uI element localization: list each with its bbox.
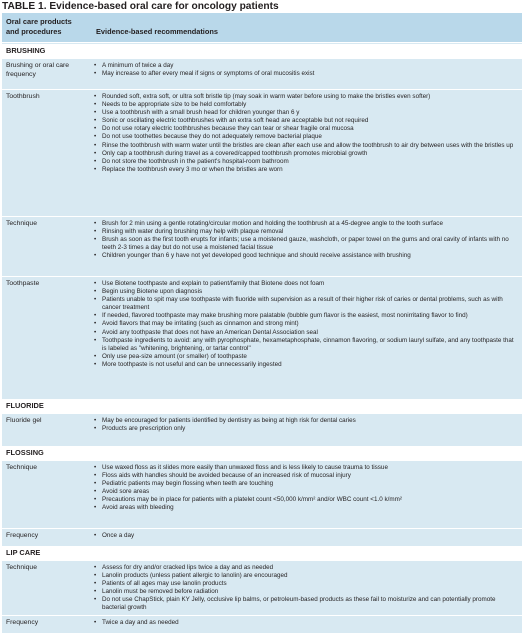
row-label: Frequency (6, 532, 39, 539)
recommendation-item: • May be encouraged for patients identified by dentistry as being at high risk for dental caries (94, 417, 519, 425)
recommendation-list (94, 220, 519, 260)
recommendation-item: • Do not use ChapStick, plain KY Jelly, occlusive lip balms, or petroleum-based products as these fail to moisturize and can potentially promote bacterial growth (94, 596, 519, 612)
oral-care-table (2, 13, 522, 633)
recommendation-item: • Toothpaste ingredients to avoid: any with pyrophosphate, hexametaphosphate, cinnamon flavoring, or sodium lauryl sulfate, and any toothpaste that is labeled as "whitening, brightening, or tartar control" (94, 337, 519, 353)
table-row (2, 528, 522, 546)
recommendation-list (94, 464, 519, 513)
recommendation-item: • Avoid areas with bleeding (94, 504, 519, 512)
header-col-recommendations: Evidence-based recommendations (96, 27, 218, 36)
recommendation-item: • Replace the toothbrush every 3 mo or when the bristles are worn (94, 166, 519, 174)
row-label: Technique (6, 220, 37, 227)
table-row (2, 615, 522, 633)
row-label: Toothbrush (6, 93, 40, 100)
row-label: Frequency (6, 619, 39, 626)
recommendation-item: • Precautions may be in place for patients with a platelet count <50,000 k/mm² and/or WBC count <1.0 k/mm² (94, 496, 519, 504)
recommendation-list (94, 532, 519, 540)
table-row (2, 560, 522, 615)
recommendation-item: • Once a day (94, 532, 519, 540)
recommendation-list (94, 280, 519, 369)
recommendation-item: • Twice a day and as needed (94, 619, 519, 627)
recommendation-item: • A minimum of twice a day (94, 62, 519, 70)
recommendation-item: • Rinse the toothbrush with warm water until the bristles are clean after each use and allow the toothbrush to air dry between uses with the bristles up (94, 142, 519, 150)
recommendation-item: • Use waxed floss as it slides more easily than unwaxed floss and is less likely to cause trauma to tissue (94, 464, 519, 472)
table-row (2, 58, 522, 89)
recommendation-list (94, 619, 519, 627)
recommendation-list (94, 417, 519, 433)
recommendation-item: • Avoid any toothpaste that does not have an American Dental Association seal (94, 329, 519, 337)
recommendation-item: • May increase to after every meal if signs or symptoms of oral mucositis exist (94, 70, 519, 78)
recommendation-item: • Pediatric patients may begin flossing when teeth are touching (94, 480, 519, 488)
recommendation-item: • Sonic or oscillating electric toothbrushes with an extra soft head are acceptable but not required (94, 117, 519, 125)
table-row (2, 276, 522, 398)
section-header: FLUORIDE (2, 399, 522, 413)
recommendation-item: • Brush as soon as the first tooth erupts for infants; use a moistened gauze, washcloth, or paper towel on the gums and oral cavity of infants with no teeth 2-3 times a day but do not use a moistened facial tissue (94, 236, 519, 252)
recommendation-item: • Avoid sore areas (94, 488, 519, 496)
section-header: LIP CARE (2, 546, 522, 560)
recommendation-item: • Do not use rotary electric toothbrushes because they can tear or shear fragile oral mucosa (94, 125, 519, 133)
recommendation-item: • Only use pea-size amount (or smaller) of toothpaste (94, 353, 519, 361)
recommendation-item: • Only cap a toothbrush during travel as a covered/capped toothbrush promotes microbial growth (94, 150, 519, 158)
recommendation-item: • Needs to be appropriate size to be held comfortably (94, 101, 519, 109)
row-label: Fluoride gel (6, 417, 42, 424)
recommendation-list (94, 62, 519, 78)
header-col-products: Oral care products and procedures (6, 17, 72, 36)
table-row (2, 460, 522, 528)
table-title: TABLE 1. Evidence-based oral care for oncology patients (2, 1, 279, 12)
section-header: FLOSSING (2, 446, 522, 460)
recommendation-item: • More toothpaste is not useful and can be unnecessarily ingested (94, 361, 519, 369)
recommendation-list (94, 93, 519, 174)
recommendation-item: • Lanolin must be removed before radiation (94, 588, 519, 596)
recommendation-item: • Products are prescription only (94, 425, 519, 433)
recommendation-item: • Do not store the toothbrush in the patient's hospital-room bathroom (94, 158, 519, 166)
table-header (2, 13, 522, 43)
table-row (2, 89, 522, 216)
recommendation-list (94, 564, 519, 613)
recommendation-item: • Begin using Biotene upon diagnosis (94, 288, 519, 296)
row-label: Technique (6, 564, 37, 571)
recommendation-item: • Use Biotene toothpaste and explain to patient/family that Biotene does not foam (94, 280, 519, 288)
row-label: Technique (6, 464, 37, 471)
recommendation-item: • Floss aids with handles should be avoided because of an increased risk of mucosal injury (94, 472, 519, 480)
table-row (2, 216, 522, 276)
recommendation-item: • Use a toothbrush with a small brush head for children younger than 6 y (94, 109, 519, 117)
recommendation-item: • If needed, flavored toothpaste may make brushing more palatable (bubble gum flavor is the easiest, most nonirritating flavor to find) (94, 312, 519, 320)
table-row (2, 413, 522, 446)
recommendation-item: • Brush for 2 min using a gentle rotating/circular motion and holding the toothbrush at a 45-degree angle to the tooth surface (94, 220, 519, 228)
recommendation-item: • Avoid flavors that may be irritating (such as cinnamon and strong mint) (94, 320, 519, 328)
recommendation-item: • Assess for dry and/or cracked lips twice a day and as needed (94, 564, 519, 572)
recommendation-item: • Patients of all ages may use lanolin products (94, 580, 519, 588)
recommendation-item: • Lanolin products (unless patient allergic to lanolin) are encouraged (94, 572, 519, 580)
row-label: Toothpaste (6, 280, 40, 287)
recommendation-item: • Rounded soft, extra soft, or ultra soft bristle tip (may soak in warm water before using to make the bristles even softer) (94, 93, 519, 101)
recommendation-item: • Children younger than 6 y have not yet developed good technique and should receive assistance with brushing (94, 252, 519, 260)
recommendation-item: • Rinsing with water during brushing may help with plaque removal (94, 228, 519, 236)
recommendation-item: • Patients unable to spit may use toothpaste with fluoride with supervision as a result of their higher risk of caries or dental problems, such as with cancer treatment (94, 296, 519, 312)
section-header: BRUSHING (2, 44, 522, 58)
row-label: Brushing or oral care frequency (6, 62, 70, 78)
recommendation-item: • Do not use toothettes because they do not adequately remove bacterial plaque (94, 133, 519, 141)
